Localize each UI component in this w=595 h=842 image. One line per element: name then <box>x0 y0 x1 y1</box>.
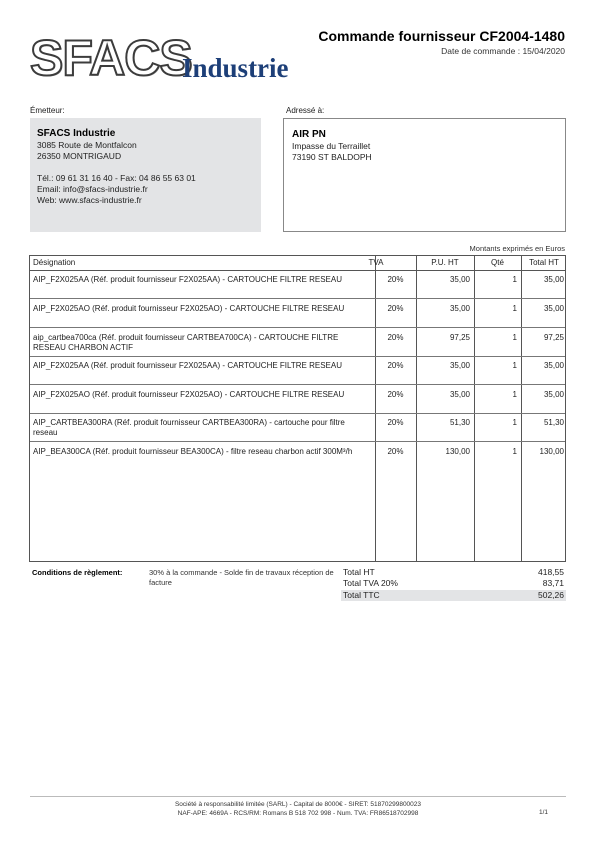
row-quantity: 1 <box>512 390 517 399</box>
total-tva-row <box>341 578 566 589</box>
recipient-box <box>283 118 566 232</box>
row-total: 35,00 <box>543 304 564 313</box>
row-designation: AIP_F2X025AA (Réf. produit fournisseur F2X025AA) - CARTOUCHE FILTRE RESEAU <box>33 275 343 284</box>
total-tva-value: 83,71 <box>542 578 564 588</box>
row-tva: 20% <box>387 447 404 456</box>
row-designation: AIP_CARTBEA300RA (Réf. produit fournisseur CARTBEA300RA) - cartouche pour filtre reseau <box>33 418 345 437</box>
order-lines-table <box>29 255 566 562</box>
row-tva: 20% <box>387 390 404 399</box>
row-quantity: 1 <box>512 447 517 456</box>
currency-note: Montants exprimés en Euros <box>469 244 565 253</box>
table-header <box>30 256 565 271</box>
row-total: 97,25 <box>543 333 564 342</box>
row-tva: 20% <box>387 361 404 370</box>
page-number: 1/1 <box>538 809 548 816</box>
total-ht-label: Total HT <box>343 567 375 577</box>
sender-name: SFACS Industrie <box>37 128 116 139</box>
row-total: 35,00 <box>543 275 564 284</box>
sender-address-line1: 3085 Route de Montfalcon <box>37 140 137 150</box>
document-title: Commande fournisseur CF2004-1480 <box>318 28 565 44</box>
table-row <box>30 442 565 470</box>
row-unit-price: 130,00 <box>445 447 470 456</box>
row-tva: 20% <box>387 275 404 284</box>
table-row <box>30 385 565 414</box>
table-row <box>30 356 565 385</box>
row-designation: AIP_F2X025AA (Réf. produit fournisseur F2X025AA) - CARTOUCHE FILTRE RESEAU <box>33 361 343 370</box>
order-date-value: 15/04/2020 <box>522 46 565 56</box>
header-tva: TVA <box>368 258 384 267</box>
row-unit-price: 35,00 <box>449 304 470 313</box>
row-designation: AIP_BEA300CA (Réf. produit fournisseur BEA300CA) - filtre reseau charbon actif 300M³/h <box>33 447 353 456</box>
table-row <box>30 328 565 357</box>
row-unit-price: 35,00 <box>449 361 470 370</box>
header-unit-price: P.U. HT <box>431 258 459 267</box>
recipient-address-line1: Impasse du Terraillet <box>292 141 371 151</box>
row-quantity: 1 <box>512 333 517 342</box>
sender-phone: Tél.: 09 61 31 16 40 - Fax: 04 86 55 63 01 <box>37 173 196 183</box>
recipient-label: Adressé à: <box>286 106 325 115</box>
payment-terms-text: 30% à la commande - Solde fin de travaux réception de facture <box>149 568 334 587</box>
table-row <box>30 299 565 328</box>
row-quantity: 1 <box>512 275 517 284</box>
row-tva: 20% <box>387 418 404 427</box>
total-ht-row <box>341 567 566 578</box>
recipient-address-line2: 73190 ST BALDOPH <box>292 152 372 162</box>
sender-email: Email: info@sfacs-industrie.fr <box>37 184 148 194</box>
sender-web: Web: www.sfacs-industrie.fr <box>37 195 142 205</box>
logo-mark: SFACS <box>30 30 192 86</box>
total-ttc-value: 502,26 <box>538 590 564 600</box>
row-total: 51,30 <box>543 418 564 427</box>
logo-word: Industrie <box>182 53 289 83</box>
total-ttc-row <box>341 590 566 601</box>
sender-address-line2: 26350 MONTRIGAUD <box>37 151 122 161</box>
footer-divider <box>30 796 566 797</box>
row-total: 35,00 <box>543 390 564 399</box>
row-tva: 20% <box>387 304 404 313</box>
table-row <box>30 413 565 442</box>
footer-line1: Société à responsabilité limitée (SARL) - Capital de 8000€ - SIRET: 51870299800023 <box>174 801 422 808</box>
row-designation: AIP_F2X025AO (Réf. produit fournisseur F2X025AO) - CARTOUCHE FILTRE RESEAU <box>33 390 345 399</box>
row-unit-price: 35,00 <box>449 275 470 284</box>
row-designation: aip_cartbea700ca (Réf. produit fournisseur CARTBEA700CA) - CARTOUCHE FILTRE RESEAU CHARBON ACTIF <box>33 333 339 352</box>
row-tva: 20% <box>387 333 404 342</box>
row-quantity: 1 <box>512 418 517 427</box>
payment-terms-label: Conditions de règlement: <box>32 568 123 577</box>
row-unit-price: 35,00 <box>449 390 470 399</box>
footer-line2: NAF-APE: 4669A - RCS/RM: Romans B 518 702 998 - Num. TVA: FR86518702998 <box>177 810 419 817</box>
row-designation: AIP_F2X025AO (Réf. produit fournisseur F2X025AO) - CARTOUCHE FILTRE RESEAU <box>33 304 345 313</box>
total-ttc-label: Total TTC <box>343 590 380 600</box>
row-total: 130,00 <box>539 447 564 456</box>
total-tva-label: Total TVA 20% <box>343 578 398 588</box>
order-date <box>441 46 565 56</box>
header-total-ht: Total HT <box>529 258 559 267</box>
row-quantity: 1 <box>512 361 517 370</box>
recipient-name: AIR PN <box>292 129 326 140</box>
row-total: 35,00 <box>543 361 564 370</box>
row-quantity: 1 <box>512 304 517 313</box>
order-date-label: Date de commande : <box>441 46 521 56</box>
sender-box <box>30 118 261 232</box>
legal-footer <box>30 800 566 818</box>
header-quantity: Qté <box>491 258 504 267</box>
row-unit-price: 97,25 <box>449 333 470 342</box>
total-ht-value: 418,55 <box>538 567 564 577</box>
company-logo <box>30 30 320 86</box>
header-designation: Désignation <box>33 258 76 267</box>
table-row <box>30 270 565 299</box>
row-unit-price: 51,30 <box>449 418 470 427</box>
sender-label: Émetteur: <box>30 106 65 115</box>
